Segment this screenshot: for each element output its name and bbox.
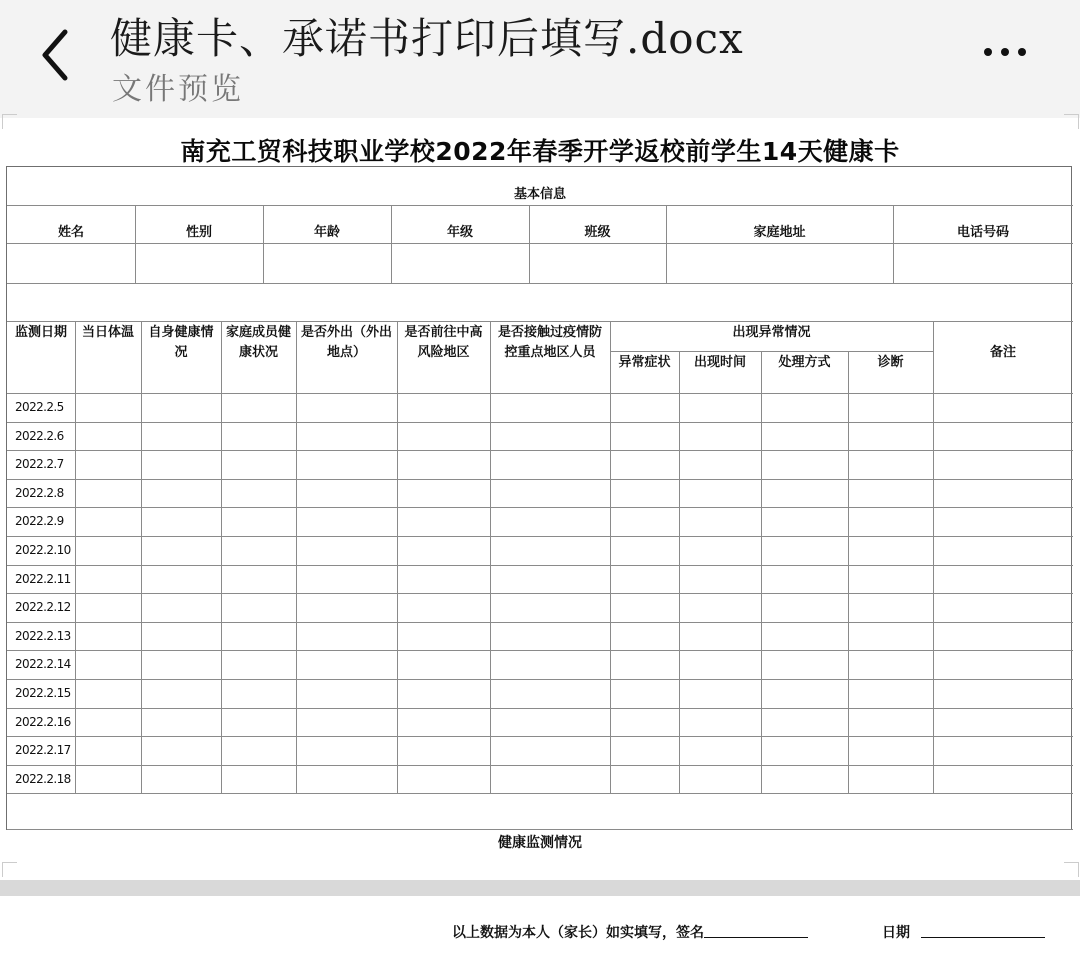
document-title: 南充工贸科技职业学校2022年春季开学返校前学生14天健康卡 bbox=[180, 137, 900, 166]
declaration-line bbox=[452, 922, 808, 942]
monitor-date: 2022.2.12 bbox=[15, 600, 71, 614]
health-card-table bbox=[6, 166, 1072, 830]
declaration-text: 以上数据为本人（家长）如实填写，签名 bbox=[452, 925, 704, 941]
monitor-date: 2022.2.10 bbox=[15, 543, 71, 557]
more-dots-icon bbox=[984, 48, 992, 56]
monitor-date: 2022.2.7 bbox=[15, 457, 64, 471]
crop-mark bbox=[1064, 114, 1079, 129]
date-line bbox=[882, 922, 1045, 942]
monitor-date: 2022.2.5 bbox=[15, 400, 64, 414]
signature-blank bbox=[704, 923, 808, 938]
document-page-2 bbox=[0, 896, 1080, 966]
monitor-date: 2022.2.18 bbox=[15, 772, 71, 786]
monitor-date: 2022.2.11 bbox=[15, 572, 71, 586]
basic-col-3: 年龄 bbox=[313, 225, 340, 240]
monitor-date: 2022.2.13 bbox=[15, 629, 71, 643]
crop-mark bbox=[2, 114, 17, 129]
more-options-button[interactable] bbox=[970, 30, 1040, 74]
basic-info-label: 基本信息 bbox=[513, 187, 566, 202]
basic-col-1: 姓名 bbox=[57, 225, 84, 240]
monitor-date: 2022.2.16 bbox=[15, 715, 71, 729]
abnormal-col-1: 异常症状 bbox=[618, 355, 671, 370]
monitor-col-6: 是否前往中高风险地区 bbox=[404, 325, 483, 360]
preview-subtitle: 文件预览 bbox=[112, 72, 244, 107]
file-title: 健康卡、承诺书打印后填写.docx bbox=[110, 14, 744, 63]
monitor-col-7: 是否接触过疫情防控重点地区人员 bbox=[497, 325, 602, 360]
crop-mark bbox=[2, 862, 17, 877]
date-label: 日期 bbox=[882, 925, 910, 941]
crop-mark bbox=[1064, 862, 1079, 877]
abnormal-group-label: 出现异常情况 bbox=[732, 325, 811, 340]
monitor-col-2: 当日体温 bbox=[81, 325, 134, 340]
monitor-col-4: 家庭成员健康状况 bbox=[225, 325, 291, 360]
monitor-col-1: 监测日期 bbox=[14, 325, 67, 340]
monitor-col-3: 自身健康情况 bbox=[148, 325, 214, 360]
document-page bbox=[0, 118, 1080, 880]
date-blank bbox=[921, 923, 1045, 938]
monitor-date: 2022.2.8 bbox=[15, 486, 64, 500]
basic-col-4: 年级 bbox=[446, 225, 473, 240]
preview-header bbox=[0, 0, 1080, 118]
basic-col-2: 性别 bbox=[185, 225, 212, 240]
basic-col-7: 电话号码 bbox=[956, 225, 1009, 240]
monitor-date: 2022.2.17 bbox=[15, 743, 71, 757]
abnormal-col-3: 处理方式 bbox=[778, 355, 831, 370]
abnormal-col-2: 出现时间 bbox=[693, 355, 746, 370]
basic-col-6: 家庭地址 bbox=[753, 225, 806, 240]
basic-col-5: 班级 bbox=[584, 225, 611, 240]
monitor-date: 2022.2.15 bbox=[15, 686, 71, 700]
section-caption: 健康监测情况 bbox=[498, 835, 582, 851]
abnormal-col-4: 诊断 bbox=[877, 355, 904, 370]
monitor-date: 2022.2.14 bbox=[15, 657, 71, 671]
monitor-col-5: 是否外出（外出地点） bbox=[300, 325, 392, 360]
chevron-left-icon bbox=[38, 28, 72, 82]
remark-label: 备注 bbox=[989, 345, 1016, 360]
monitor-date: 2022.2.9 bbox=[15, 514, 64, 528]
back-button[interactable] bbox=[30, 20, 80, 90]
page-gap bbox=[0, 880, 1080, 896]
monitor-date: 2022.2.6 bbox=[15, 429, 64, 443]
